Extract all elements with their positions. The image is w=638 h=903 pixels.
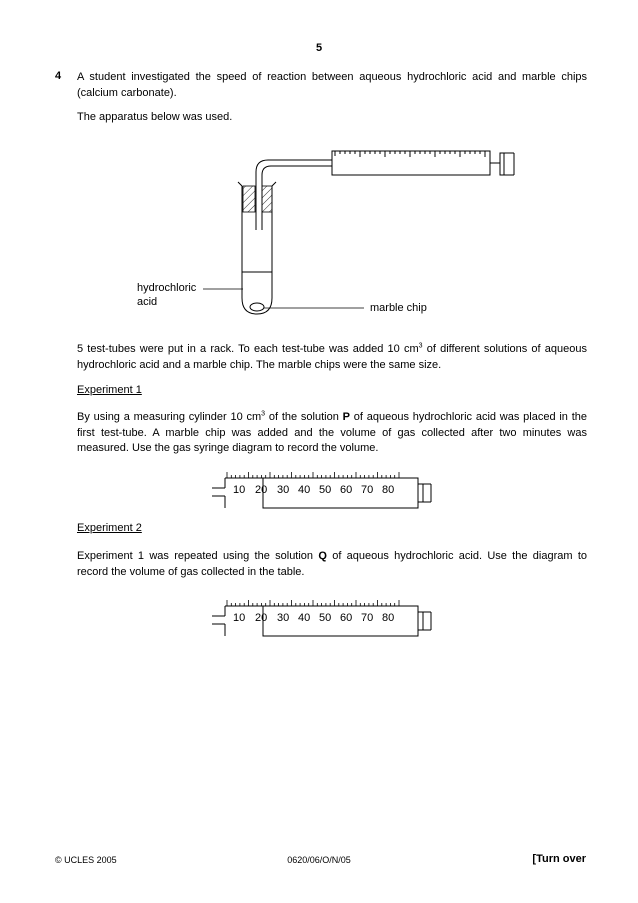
syringe-2-ticks [227, 600, 399, 606]
experiment2-paragraph: Experiment 1 was repeated using the solution Q of aqueous hydrochloric acid. Use the diagram to record the volume of gas collected in the table. [77, 550, 587, 578]
scale-label: 60 [340, 484, 353, 496]
label-hydrochloric: hydrochloric [137, 282, 197, 294]
label-acid: acid [137, 296, 158, 308]
scale-label: 40 [298, 612, 311, 624]
label-marble-chip: marble chip [370, 302, 427, 314]
scale-label: 70 [361, 612, 374, 624]
scale-label: 50 [319, 484, 332, 496]
scale-label: 10 [233, 612, 246, 624]
scale-label: 70 [361, 484, 374, 496]
scale-label: 30 [277, 484, 290, 496]
footer-turn-over: [Turn over [532, 853, 586, 865]
syringe-1-ticks [227, 472, 399, 478]
scale-label: 20 [255, 484, 268, 496]
apparatus-diagram [0, 0, 638, 340]
experiment1-paragraph: By using a measuring cylinder 10 $cm^3$ of the solution P of aqueous hydrochloric acid was placed in the first test-tube. A marble chip was added and the volume of gas collected after two minutes was measured. Use the gas syringe diagram to record the volume. [77, 410, 588, 454]
page-number: 5 [315, 42, 323, 54]
scale-label: 80 [382, 484, 395, 496]
marble-chip [250, 303, 264, 311]
scale-label: 50 [319, 612, 332, 624]
setup-paragraph: 5 test-tubes were put in a rack. To each test-tube was added 10 $cm^3$ of different solutions of aqueous hydrochloric acid and a marble chip. The marble chips were the same size. [77, 342, 587, 371]
experiment2-heading: Experiment 2 [77, 522, 142, 534]
question-number: 4 [55, 70, 62, 82]
scale-label: 30 [277, 612, 290, 624]
scale-label: 20 [255, 612, 268, 624]
syringe-barrel [332, 151, 490, 175]
scale-label: 40 [298, 484, 311, 496]
scale-label: 10 [233, 484, 246, 496]
experiment1-heading: Experiment 1 [77, 384, 142, 396]
scale-label: 60 [340, 612, 353, 624]
footer-code: 0620/06/O/N/05 [287, 855, 351, 865]
apparatus-intro: The apparatus below was used. [77, 111, 233, 123]
stopper [243, 186, 255, 212]
scale-label: 80 [382, 612, 395, 624]
footer-copyright: © UCLES 2005 [55, 855, 117, 865]
question-intro: A student investigated the speed of reaction between aqueous hydrochloric acid and marble chips (calcium carbonate). [77, 71, 587, 99]
